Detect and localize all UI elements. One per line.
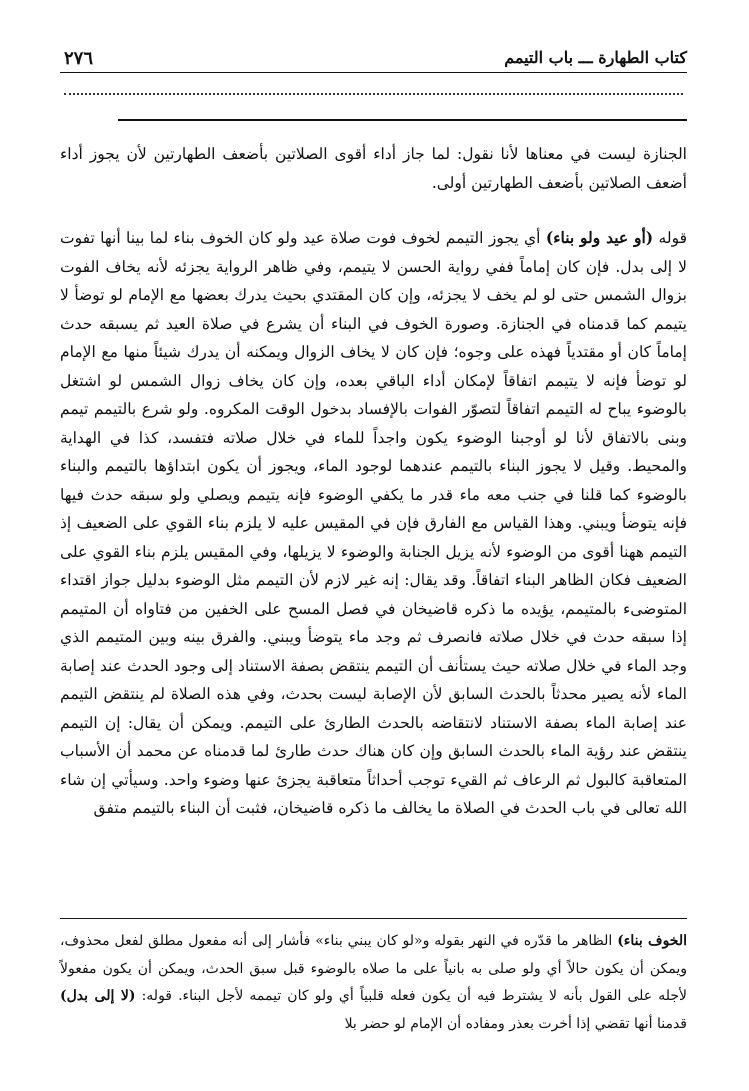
paragraph-text: الجنازة ليست في معناها لأنا نقول: لما جاز أداء أقوى الصلاتين بأضعف الطهارتين لأن يجوز أداء أضعف الصلاتين بأضعف الطهارتين أولى. <box>60 145 687 192</box>
paragraph-body: أي يجوز التيمم لخوف فوت صلاة عيد ولو كان الخوف بناء لما بينا أنها تفوت لا إلى بدل. فإن كان إماماً ففي رواية الحسن لا يتيمم، وفي ظاهر الرواية يجزئه لأنه يخاف الفوت بزوال الشمس حتى لو لم يخف لا يجزئه، وإن كان المقتدي بحيث يدرك بعضها مع الإمام لو توضأ لا يتيمم كما قدمناه في الجنازة. وصورة الخوف في البناء أن يشرع في صلاة العيد ثم يسبقه حدث إماماً كان أو مقتدياً فهذه على وجوه؛ فإن كان لا يخاف الزوال ويمكنه أن يدرك شيئاً منها مع الإمام لو توضأ فإنه لا يتيمم اتفاقاً لإمكان أداء الباقي بعده، وإن كان يخاف زوال الشمس لو اشتغل بالوضوء يباح له التيمم اتفاقاً لتصوّر الفوات بالإفساد بدخول الوقت المكروه. ولو شرع بالتيمم تيمم وبنى بالاتفاق لأنا لو أوجبنا الوضوء يكون واجداً للماء في خلال صلاته فتفسد، كذا في الهداية والمحيط. وقيل لا يجوز البناء بالتيمم عندهما لوجود الماء، ويجوز أن يكون ابتداؤها بالتيمم والبناء بالوضوء كما قلنا في جنب معه ماء قدر ما يكفي الوضوء فإنه يتيمم ويصلي ولو سبقه حدث فيها فإنه يتوضأ ويبني. وهذا القياس مع الفارق فإن في المقيس عليه لا يلزم بناء القوي على الضعيف إذ التيمم ههنا أقوى من الوضوء لأنه يزيل الجنابة والوضوء لا يزيلها، وفي المقيس يلزم بناء القوي على الضعيف فكان الظاهر البناء اتفاقاً. وقد يقال: إنه غير لازم لأن التيمم مثل الوضوء بدليل جواز اقتداء المتوضىء بالمتيمم، يؤيده ما ذكره قاضيخان في فصل المسح على الخفين من فتاواه أن المتيمم إذا سبقه حدث في خلال صلاته فانصرف ثم وجد ماء يتوضأ ويبني. والفرق بينه وبين المتيمم الذي وجد الماء في خلال صلاته حيث يستأنف أن التيمم ينتقض بصفة الاستناد إلى وجود الحدث عند إصابة الماء لأنه يصير محدثاً بالحدث السابق لأن الإصابة ليست بحدث، وفي هذه الصلاة لم ينتقض التيمم عند إصابة الماء بصفة الاستناد لانتقاضه بالحدث الطارئ على التيمم. ويمكن أن يقال: إن التيمم ينتقض عند رؤية الماء بالحدث السابق وإن كان هناك حدث طارئ لما قدمناه عن محمد أن الأسباب المتعاقبة كالبول ثم الرعاف ثم القيء توجب أحداثاً متعاقبة يجزئ عنها وضوء واحد. وسيأتي إن شاء الله تعالى في باب الحدث في الصلاة ما يخالف ما ذكره قاضيخان، فثبت أن البناء بالتيمم متفق <box>60 229 687 817</box>
main-text-paragraph-2 <box>60 224 687 823</box>
footnote-body-2: قدمنا أنها تقضي إذا أخرت بعذر ومفاده أن الإمام لو حضر بلا <box>344 1015 687 1032</box>
footnote-term-2: (لا إلى بدل) <box>60 988 136 1004</box>
running-title: كتاب الطهارة ـــ باب التيمم <box>504 48 687 67</box>
dotted-separator <box>64 93 683 95</box>
footnotes <box>60 928 687 1038</box>
header-rule <box>60 72 687 73</box>
main-text-paragraph-1 <box>60 140 687 197</box>
top-rule <box>118 119 687 121</box>
quoted-term: (أو عيد ولو بناء) <box>545 228 654 247</box>
page-number: ٢٧٦ <box>64 48 94 69</box>
footnote-text <box>60 928 687 1038</box>
footnote-body-1: الظاهر ما قدّره في النهر بقوله و«لو كان يبني بناء» فأشار إلى أنه مفعول مطلق لفعل محذوف، ويمكن أن يكون حالاً أي ولو صلى به بانياً على ما صلاه بالوضوء قبل سبق الحدث، ويمكن أن يكون مفعولاً لأجله على القول بأنه لا يشترط فيه أن يكون فعله قلبياً أي ولو كان تيممه لأجل البناء. قوله: <box>60 933 687 1004</box>
paragraph-lead: قوله <box>653 229 687 247</box>
paragraph-text <box>60 224 687 823</box>
footnote-rule <box>60 918 687 919</box>
page-header <box>60 42 687 76</box>
footnote-term-1: الخوف بناء) <box>617 933 687 949</box>
